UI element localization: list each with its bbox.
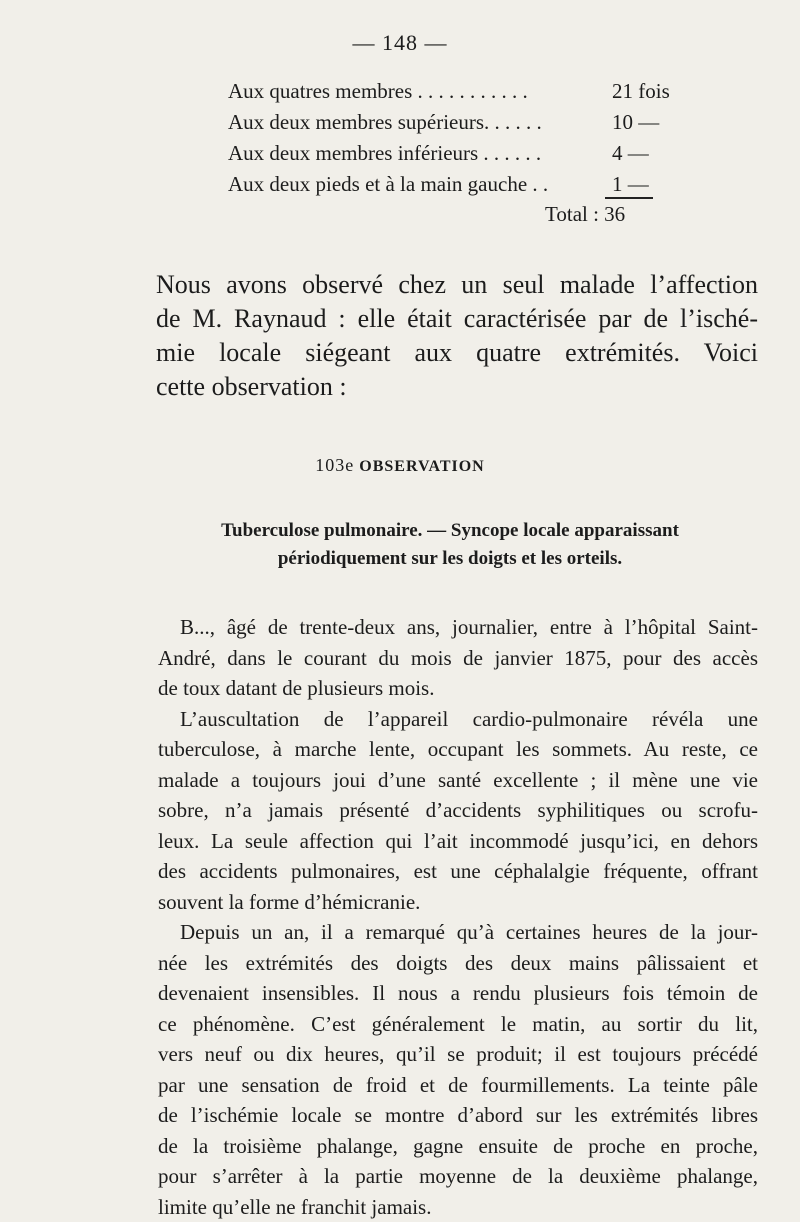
tally-label: Aux deux membres supérieurs. . . . . . bbox=[228, 110, 542, 134]
intro-line: de M. Raynaud : elle était caractérisée par de l’isché- bbox=[156, 304, 758, 333]
body-line: sobre, n’a jamais présenté d’accidents syphilitiques ou scrofu- bbox=[158, 798, 758, 822]
observation-heading bbox=[0, 455, 800, 476]
intro-line: mie locale siégeant aux quatre extrémités. Voici bbox=[156, 338, 758, 367]
intro-line: Nous avons observé chez un seul malade l’affection bbox=[156, 270, 758, 299]
tally-table bbox=[228, 76, 688, 200]
total-rule bbox=[605, 197, 653, 199]
observation-body bbox=[158, 612, 758, 1222]
body-line: de l’ischémie locale se montre d’abord sur les extrémités libres bbox=[158, 1103, 758, 1127]
page-number: — 148 — bbox=[352, 30, 448, 55]
body-line: leux. La seule affection qui l’ait incommodé jusqu’ici, en dehors bbox=[158, 828, 758, 853]
tally-row bbox=[228, 169, 688, 200]
body-line: souvent la forme d’hémicranie. bbox=[158, 889, 421, 914]
tally-row bbox=[228, 138, 688, 169]
tally-row bbox=[228, 76, 688, 107]
tally-value: 1 — bbox=[612, 172, 649, 196]
tally-label: Aux deux pieds et à la main gauche . . bbox=[228, 172, 549, 196]
observation-title-line: Tuberculose pulmonaire. — Syncope locale apparaissant bbox=[221, 520, 679, 541]
observation-label: OBSERVATION bbox=[359, 458, 485, 475]
tally-value: 10 — bbox=[612, 110, 660, 134]
body-line: vers neuf ou dix heures, qu’il se produit; il est toujours précédé bbox=[158, 1042, 758, 1066]
intro-line: cette observation : bbox=[156, 372, 347, 401]
body-line: malade a toujours joui d’une santé excellente ; il mène une vie bbox=[158, 767, 758, 792]
body-line: née les extrémités des doigts des deux mains pâlissaient et bbox=[158, 950, 758, 975]
body-line: limite qu’elle ne franchit jamais. bbox=[158, 1194, 432, 1219]
observation-number: 103e bbox=[315, 455, 355, 475]
observation-title bbox=[170, 517, 730, 573]
tally-value: 21 fois bbox=[612, 79, 670, 103]
tally-row bbox=[228, 107, 688, 138]
body-line: devenaient insensibles. Il nous a rendu plusieurs fois témoin de bbox=[158, 981, 758, 1005]
intro-paragraph bbox=[156, 268, 758, 404]
observation-title-line: périodiquement sur les doigts et les orteils. bbox=[277, 548, 623, 569]
body-line: de la troisième phalange, gagne ensuite de proche en proche, bbox=[158, 1133, 758, 1158]
body-line: pour s’arrêter à la partie moyenne de la deuxième phalange, bbox=[158, 1164, 758, 1188]
tally-label: Aux quatres membres . . . . . . . . . . . bbox=[228, 79, 528, 103]
body-line: L’auscultation de l’appareil cardio-pulmonaire révéla une bbox=[180, 706, 758, 731]
body-line: ce phénomène. C’est généralement le matin, au sortir du lit, bbox=[158, 1011, 758, 1036]
tally-value: 4 — bbox=[612, 141, 649, 165]
tally-label: Aux deux membres inférieurs . . . . . . bbox=[228, 141, 542, 165]
body-line: tuberculose, à marche lente, occupant les sommets. Au reste, ce bbox=[158, 737, 758, 761]
tally-total: Total : 36 bbox=[545, 202, 626, 226]
body-line: de toux datant de plusieurs mois. bbox=[158, 676, 435, 700]
body-line: B..., âgé de trente-deux ans, journalier, entre à l’hôpital Saint- bbox=[180, 615, 758, 639]
body-line: par une sensation de froid et de fourmillements. La teinte pâle bbox=[158, 1072, 758, 1097]
body-line: André, dans le courant du mois de janvier 1875, pour des accès bbox=[158, 645, 758, 670]
body-line: Depuis un an, il a remarqué qu’à certaines heures de la jour- bbox=[180, 920, 758, 944]
body-line: des accidents pulmonaires, est une céphalalgie fréquente, offrant bbox=[158, 859, 758, 883]
